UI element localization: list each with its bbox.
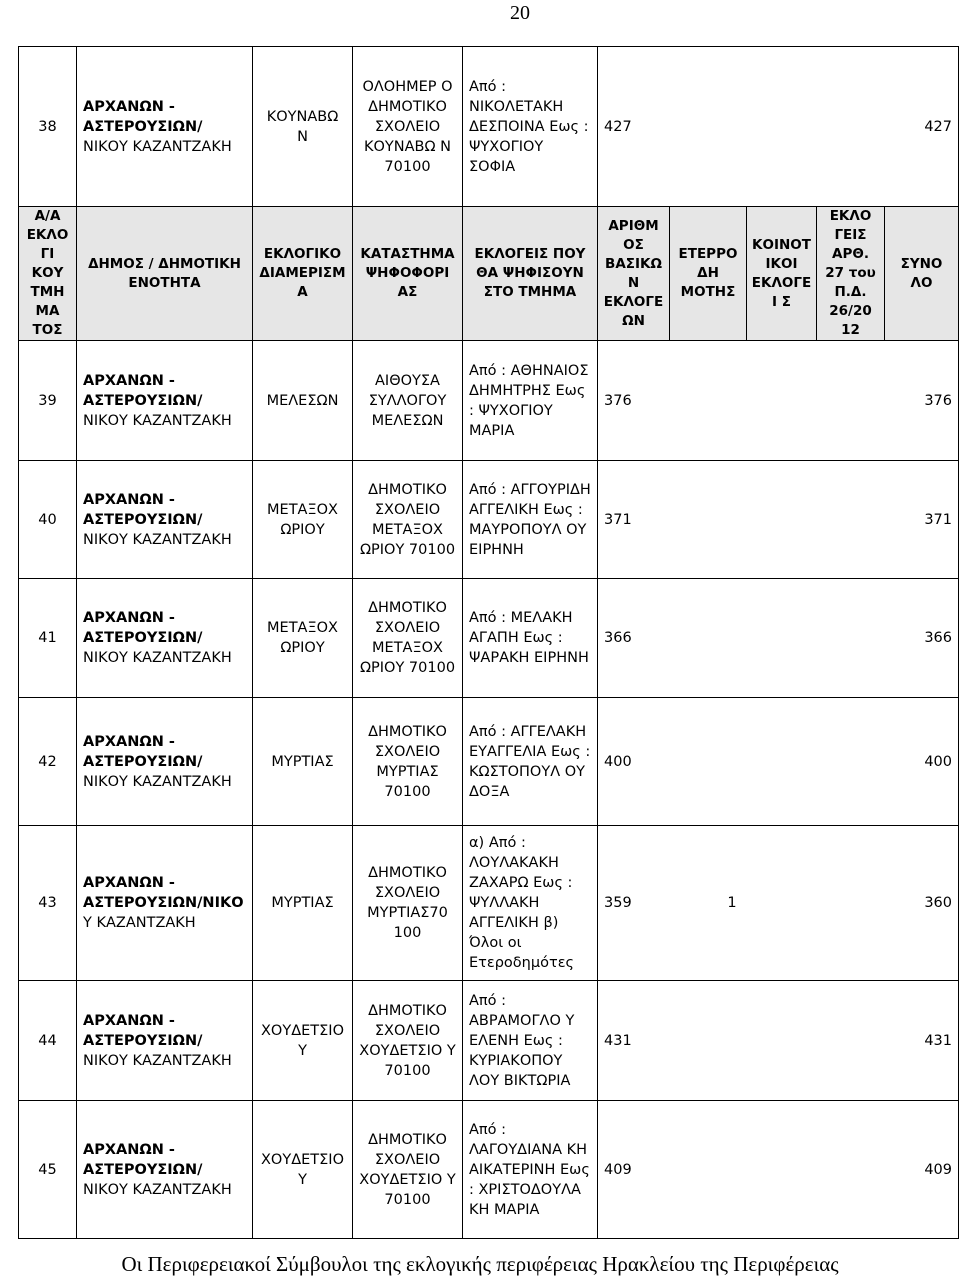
assigned-voters: Από : ΑΓΓΟΥΡΙΔΗ ΑΓΓΕΛΙΚΗ Εως : ΜΑΥΡΟΠΟΥΛ ΟΥ ΕΙΡΗΝΗ	[463, 461, 598, 579]
column-header: ΕΚΛΟΓΕΙΣ ΠΟΥ ΘΑ ΨΗΦΙΣΟΥΝ ΣΤΟ ΤΜΗΜΑ	[463, 207, 598, 341]
municipality-line: ΝΙΚΟΥ ΚΑΖΑΝΤΖΑΚΗ	[83, 412, 232, 429]
column-header: ΔΗΜΟΣ / ΔΗΜΟΤΙΚΗ ΕΝΟΤΗΤΑ	[77, 207, 253, 341]
electoral-district: ΧΟΥΔΕΤΣΙΟ Υ	[253, 981, 353, 1101]
table-row	[19, 981, 959, 1101]
municipality-line: ΑΡΧΑΝΩΝ -	[83, 1141, 175, 1158]
total-voters: 409	[924, 1161, 953, 1178]
assigned-voters: Από : ΜΕΛΑΚΗ ΑΓΑΠΗ Εως : ΨΑΡΑΚΗ ΕΙΡΗΝΗ	[463, 579, 598, 698]
municipality-line: ΑΡΧΑΝΩΝ -	[83, 491, 175, 508]
vote-counts	[598, 981, 959, 1101]
municipality	[77, 47, 253, 207]
municipality-line: ΝΙΚΟΥ ΚΑΖΑΝΤΖΑΚΗ	[83, 1052, 232, 1069]
column-header: ΑΡΙΘΜ ΟΣ ΒΑΣΙΚΩ Ν ΕΚΛΟΓΕ ΩΝ	[598, 207, 670, 341]
municipality-line: ΑΣΤΕΡΟΥΣΙΩΝ/	[83, 511, 203, 528]
municipality-line: ΑΣΤΕΡΟΥΣΙΩΝ/	[83, 753, 203, 770]
polling-station: ΔΗΜΟΤΙΚΟ ΣΧΟΛΕΙΟ ΜΥΡΤΙΑΣ 70100	[353, 698, 463, 826]
total-voters: 431	[924, 1032, 953, 1049]
municipality-line: ΑΣΤΕΡΟΥΣΙΩΝ/	[83, 118, 203, 135]
electoral-district: ΜΥΡΤΙΑΣ	[253, 698, 353, 826]
basic-voters: 371	[604, 511, 632, 528]
table-body	[19, 47, 959, 1239]
municipality-line: ΑΡΧΑΝΩΝ -	[83, 372, 175, 389]
electoral-district: ΜΕΤΑΞΟΧ ΩΡΙΟΥ	[253, 461, 353, 579]
municipality-line: ΝΙΚΟΥ ΚΑΖΑΝΤΖΑΚΗ	[83, 650, 232, 666]
basic-voters: 359	[604, 895, 632, 911]
row-number: 43	[19, 826, 77, 981]
basic-voters: 409	[604, 1161, 632, 1178]
column-header: ΕΚΛΟ ΓΕΙΣ ΑΡΘ. 27 του Π.Δ. 26/20 12	[817, 207, 885, 341]
municipality-line: ΑΡΧΑΝΩΝ -	[83, 1012, 175, 1029]
row-number: 40	[19, 461, 77, 579]
table-row	[19, 341, 959, 461]
table-row	[19, 461, 959, 579]
column-header: ΕΚΛΟΓΙΚΟ ΔΙΑΜΕΡΙΣΜ Α	[253, 207, 353, 341]
assigned-voters: Από : ΑΒΡΑΜΟΓΛΟ Υ ΕΛΕΝΗ Εως : ΚΥΡΙΑΚΟΠΟΥ ΛΟΥ ΒΙΚΤΩΡΙΑ	[463, 981, 598, 1101]
municipality	[77, 579, 253, 698]
polling-stations-table	[18, 46, 959, 1239]
municipality	[77, 1101, 253, 1239]
assigned-voters: Από : ΝΙΚΟΛΕΤΑΚΗ ΔΕΣΠΟΙΝΑ Εως : ΨΥΧΟΓΙΟΥ ΣΟΦΙΑ	[463, 47, 598, 207]
electoral-district: ΜΥΡΤΙΑΣ	[253, 826, 353, 981]
column-header: ΚΟΙΝΟΤ ΙΚΟΙ ΕΚΛΟΓΕΙ Σ	[747, 207, 817, 341]
total-voters: 427	[924, 118, 953, 135]
municipality-line: ΑΡΧΑΝΩΝ -	[83, 98, 175, 115]
municipality-line: ΝΙΚΟΥ ΚΑΖΑΝΤΖΑΚΗ	[83, 531, 232, 548]
row-number: 44	[19, 981, 77, 1101]
polling-station: ΔΗΜΟΤΙΚΟ ΣΧΟΛΕΙΟ ΜΥΡΤΙΑΣ70 100	[353, 826, 463, 981]
assigned-voters: Από : ΛΑΓΟΥΔΙΑΝΑ ΚΗ ΑΙΚΑΤΕΡΙΝΗ Εως : ΧΡΙΣΤΟΔΟΥΛΑ ΚΗ ΜΑΡΙΑ	[463, 1101, 598, 1239]
municipality-line: ΑΡΧΑΝΩΝ -	[83, 875, 175, 891]
municipality	[77, 341, 253, 461]
polling-station: ΔΗΜΟΤΙΚΟ ΣΧΟΛΕΙΟ ΜΕΤΑΞΟΧ ΩΡΙΟΥ 70100	[353, 461, 463, 579]
basic-voters: 431	[604, 1032, 632, 1049]
vote-counts	[598, 826, 959, 981]
polling-station: ΔΗΜΟΤΙΚΟ ΣΧΟΛΕΙΟ ΜΕΤΑΞΟΧ ΩΡΙΟΥ 70100	[353, 579, 463, 698]
basic-voters: 427	[604, 118, 632, 135]
electoral-district: ΚΟΥΝΑΒΩ Ν	[253, 47, 353, 207]
assigned-voters: Από : ΑΓΓΕΛΑΚΗ ΕΥΑΓΓΕΛΙΑ Εως : ΚΩΣΤΟΠΟΥΛ ΟΥ ΔΟΞΑ	[463, 698, 598, 826]
column-header: ΕΤΕΡΡΟΔΗ ΜΟΤΗΣ	[670, 207, 747, 341]
polling-station: ΟΛΟΗΜΕΡ Ο ΔΗΜΟΤΙΚΟ ΣΧΟΛΕΙΟ ΚΟΥΝΑΒΩ Ν 70100	[353, 47, 463, 207]
assigned-voters: Από : ΑΘΗΝΑΙΟΣ ΔΗΜΗΤΡΗΣ Εως : ΨΥΧΟΓΙΟΥ ΜΑΡΙΑ	[463, 341, 598, 461]
municipality-line: ΝΙΚΟΥ ΚΑΖΑΝΤΖΑΚΗ	[83, 773, 232, 790]
footer-text: Οι Περιφερειακοί Σύμβουλοι της εκλογικής περιφέρειας Ηρακλείου της Περιφέρειας	[121, 1252, 839, 1276]
municipality	[77, 698, 253, 826]
table-row	[19, 698, 959, 826]
total-voters: 376	[924, 392, 953, 409]
vote-counts	[598, 341, 959, 461]
municipality	[77, 461, 253, 579]
page-number: 20	[510, 2, 530, 24]
row-number: 41	[19, 579, 77, 698]
municipality-line: ΑΣΤΕΡΟΥΣΙΩΝ/	[83, 392, 203, 409]
municipality	[77, 981, 253, 1101]
electoral-district: ΜΕΤΑΞΟΧ ΩΡΙΟΥ	[253, 579, 353, 698]
polling-station: ΔΗΜΟΤΙΚΟ ΣΧΟΛΕΙΟ ΧΟΥΔΕΤΣΙΟ Υ 70100	[353, 1101, 463, 1239]
vote-counts	[598, 579, 959, 698]
column-header: ΣΥΝΟ ΛΟ	[885, 207, 959, 341]
total-voters: 360	[924, 895, 953, 911]
electoral-district: ΧΟΥΔΕΤΣΙΟ Υ	[253, 1101, 353, 1239]
table-row	[19, 47, 959, 207]
municipality-line: Υ ΚΑΖΑΝΤΖΑΚΗ	[83, 915, 196, 931]
electoral-district: ΜΕΛΕΣΩΝ	[253, 341, 353, 461]
municipality-line: ΑΣΤΕΡΟΥΣΙΩΝ/	[83, 630, 203, 646]
assigned-voters: α) Από : ΛΟΥΛΑΚΑΚΗ ΖΑΧΑΡΩ Εως : ΨΥΛΛΑΚΗ ΑΓΓΕΛΙΚΗ β) Όλοι οι Ετεροδημότες	[463, 826, 598, 981]
vote-counts	[598, 47, 959, 207]
column-header: ΚΑΤΑΣΤΗΜΑ ΨΗΦΟΦΟΡΙ ΑΣ	[353, 207, 463, 341]
municipality-line: ΝΙΚΟΥ ΚΑΖΑΝΤΖΑΚΗ	[83, 138, 232, 155]
municipality-line: ΑΣΤΕΡΟΥΣΙΩΝ/	[83, 1161, 203, 1178]
polling-station: ΑΙΘΟΥΣΑ ΣΥΛΛΟΓΟΥ ΜΕΛΕΣΩΝ	[353, 341, 463, 461]
table-row	[19, 1101, 959, 1239]
total-voters: 366	[924, 630, 953, 646]
row-number: 45	[19, 1101, 77, 1239]
table-header-row	[19, 207, 959, 341]
vote-counts	[598, 698, 959, 826]
basic-voters: 376	[604, 392, 632, 409]
basic-voters: 400	[604, 753, 632, 770]
municipality-line: ΝΙΚΟΥ ΚΑΖΑΝΤΖΑΚΗ	[83, 1181, 232, 1198]
basic-voters: 366	[604, 630, 632, 646]
municipality-line: ΑΣΤΕΡΟΥΣΙΩΝ/ΝΙΚΟ	[83, 895, 244, 911]
polling-station: ΔΗΜΟΤΙΚΟ ΣΧΟΛΕΙΟ ΧΟΥΔΕΤΣΙΟ Υ 70100	[353, 981, 463, 1101]
total-voters: 371	[924, 511, 953, 528]
column-header: Α/Α ΕΚΛΟΓΙ ΚΟΥ ΤΜΗΜΑ ΤΟΣ	[19, 207, 77, 341]
municipality-line: ΑΣΤΕΡΟΥΣΙΩΝ/	[83, 1032, 203, 1049]
hetero-voters: 1	[727, 895, 737, 911]
municipality	[77, 826, 253, 981]
municipality-line: ΑΡΧΑΝΩΝ -	[83, 610, 175, 626]
vote-counts	[598, 1101, 959, 1239]
vote-counts	[598, 461, 959, 579]
table-row	[19, 579, 959, 698]
row-number: 39	[19, 341, 77, 461]
table-row	[19, 826, 959, 981]
municipality-line: ΑΡΧΑΝΩΝ -	[83, 733, 175, 750]
row-number: 38	[19, 47, 77, 207]
total-voters: 400	[924, 753, 953, 770]
row-number: 42	[19, 698, 77, 826]
